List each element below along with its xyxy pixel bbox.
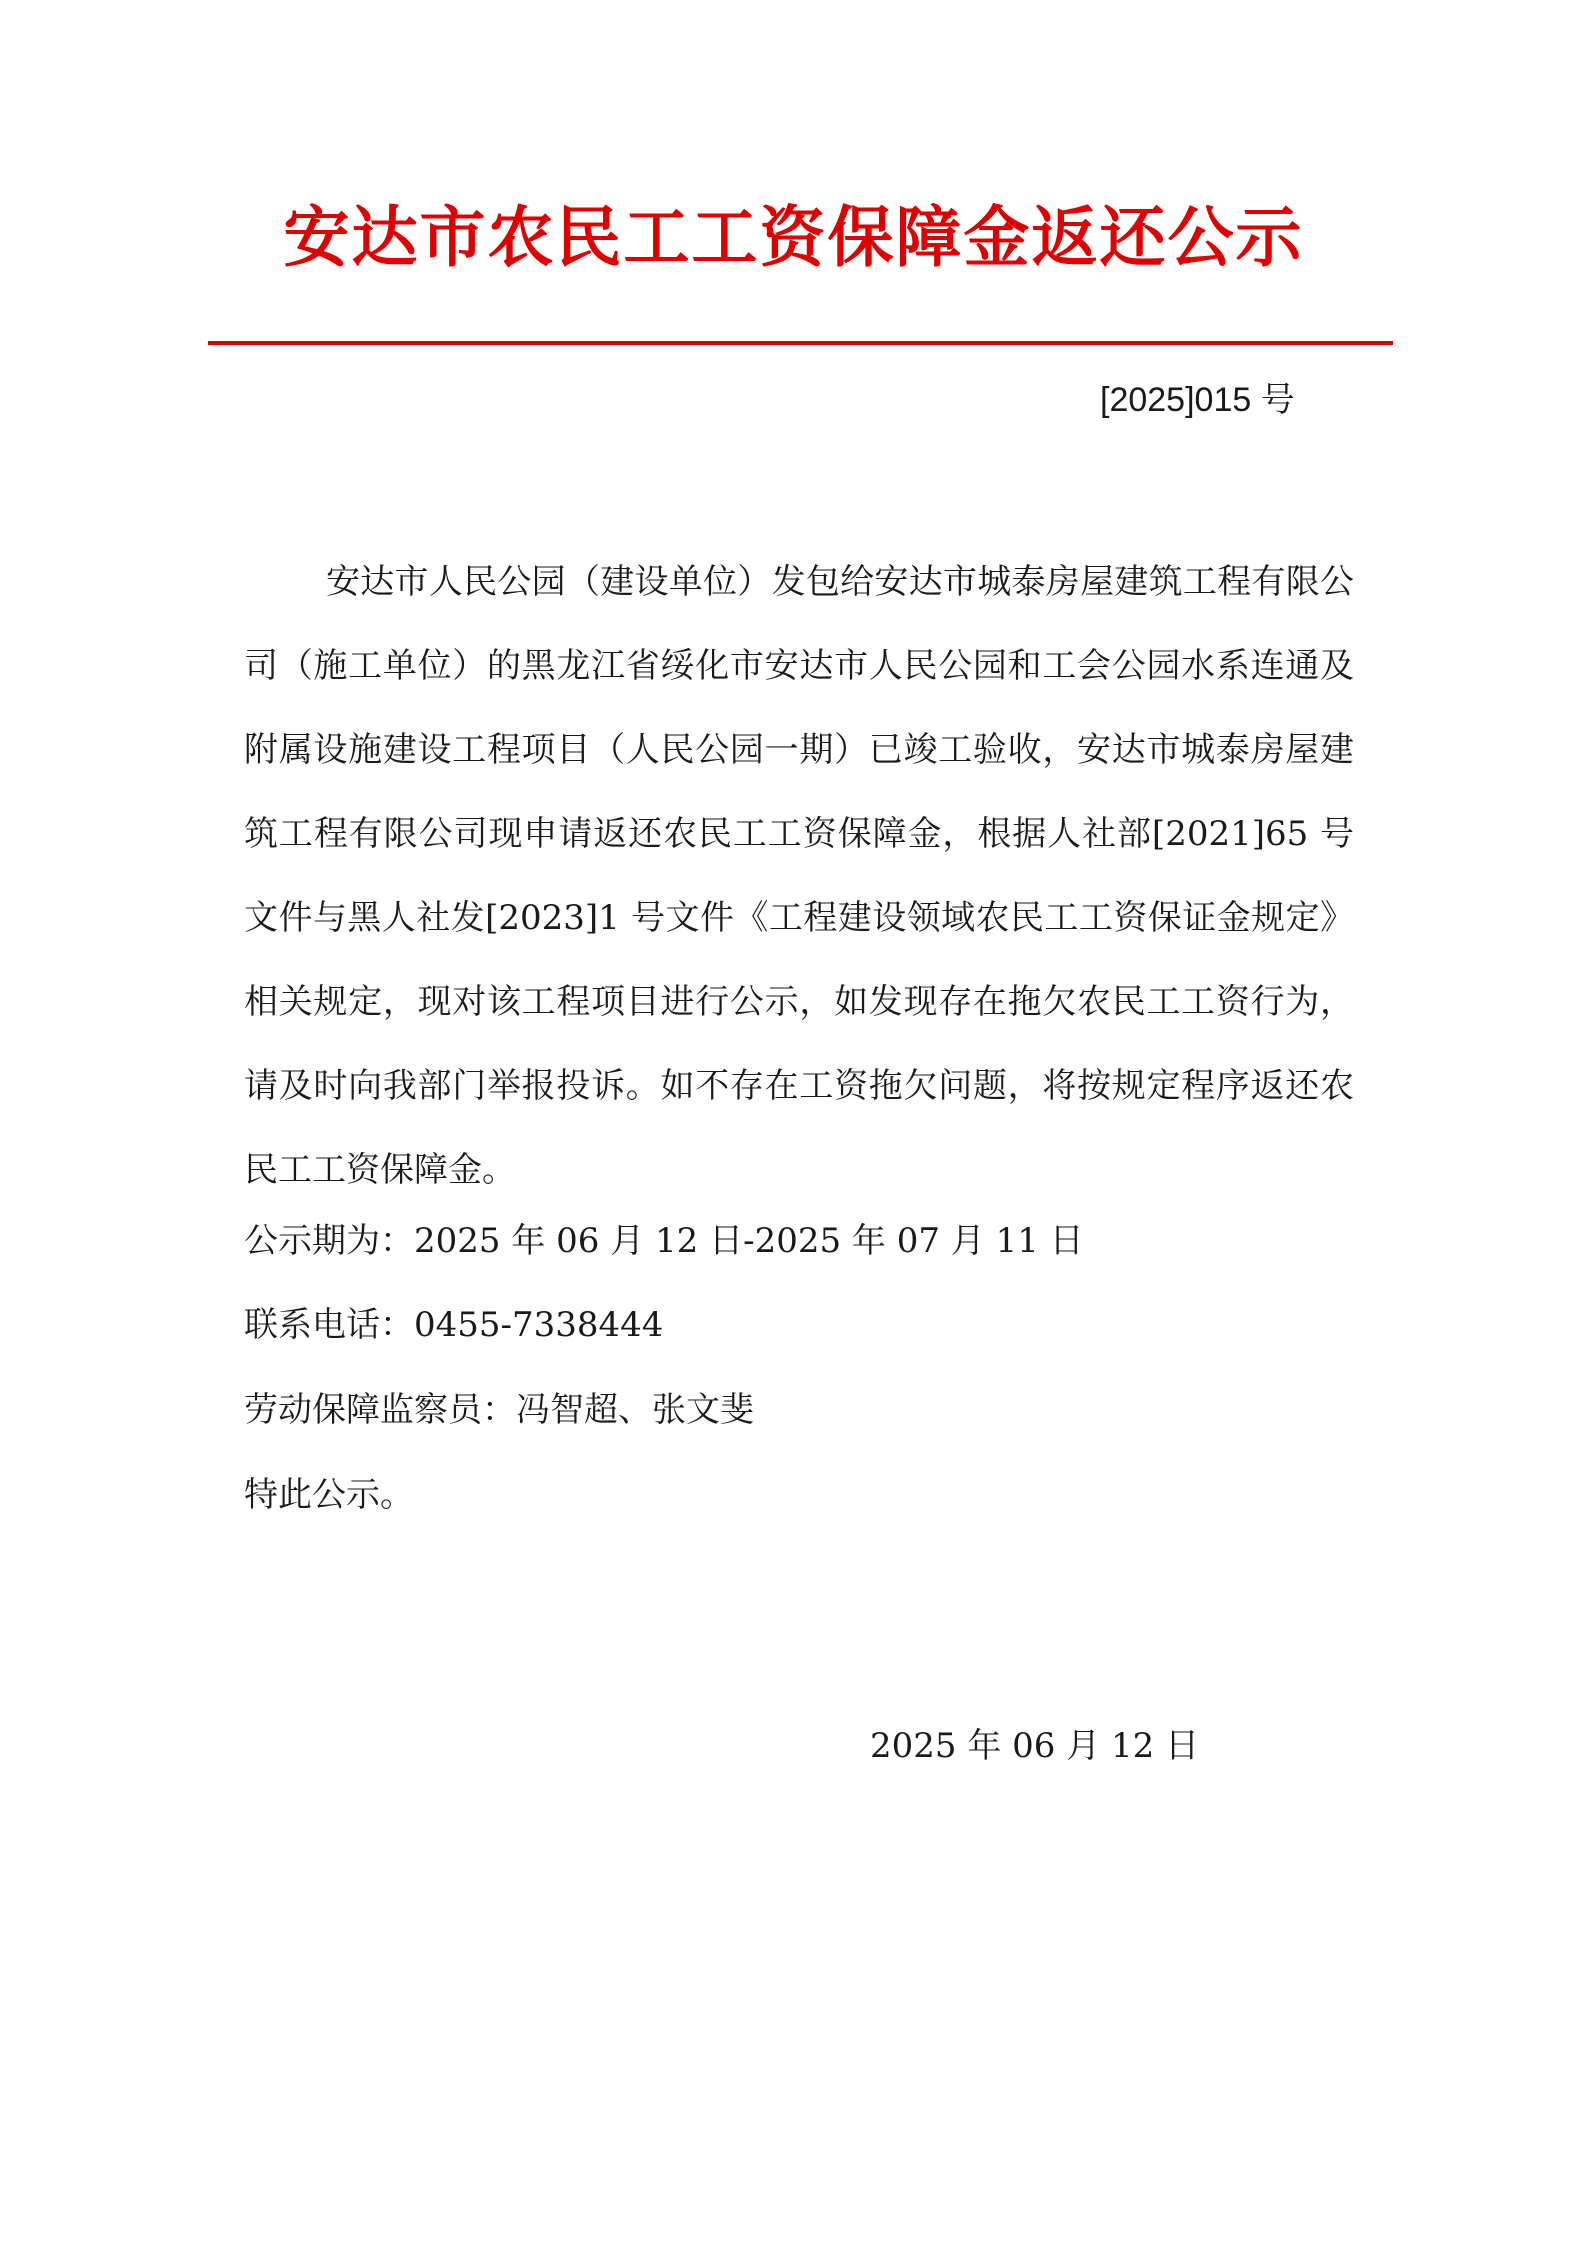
labor-inspectors: 劳动保障监察员：冯智超、张文斐 (244, 1390, 754, 1430)
title-divider (208, 341, 1393, 345)
signature-date: 2025 年 06 月 12 日 (870, 1726, 1200, 1766)
document-number: [2025]015 号 (1100, 381, 1295, 419)
notice-period: 公示期为：2025 年 06 月 12 日-2025 年 07 月 11 日 (244, 1221, 1084, 1261)
document-title: 安达市农民工工资保障金返还公示 (283, 199, 1304, 276)
closing-statement: 特此公示。 (244, 1475, 414, 1515)
contact-phone: 联系电话：0455-7338444 (244, 1305, 664, 1345)
body-paragraph: 安达市人民公园（建设单位）发包给安达市城泰房屋建筑工程有限公司（施工单位）的黑龙江省绥化市安达市人民公园和工会公园水系连通及附属设施建设工程项目（人民公园一期）已竣工验收，安达市城泰房屋建筑工程有限公司现申请返还农民工工资保障金，根据人社部[2021]65 号文件与黑人社发[2023]1 号文件《工程建设领域农民工工资保证金规定》相关规定，现对该工程项目进行公示，如发现存在拖欠农民工工资行为，请及时向我部门举报投诉。如不存在工资拖欠问题，将按规定程序返还农民工工资保障金。 (244, 562, 1354, 1190)
